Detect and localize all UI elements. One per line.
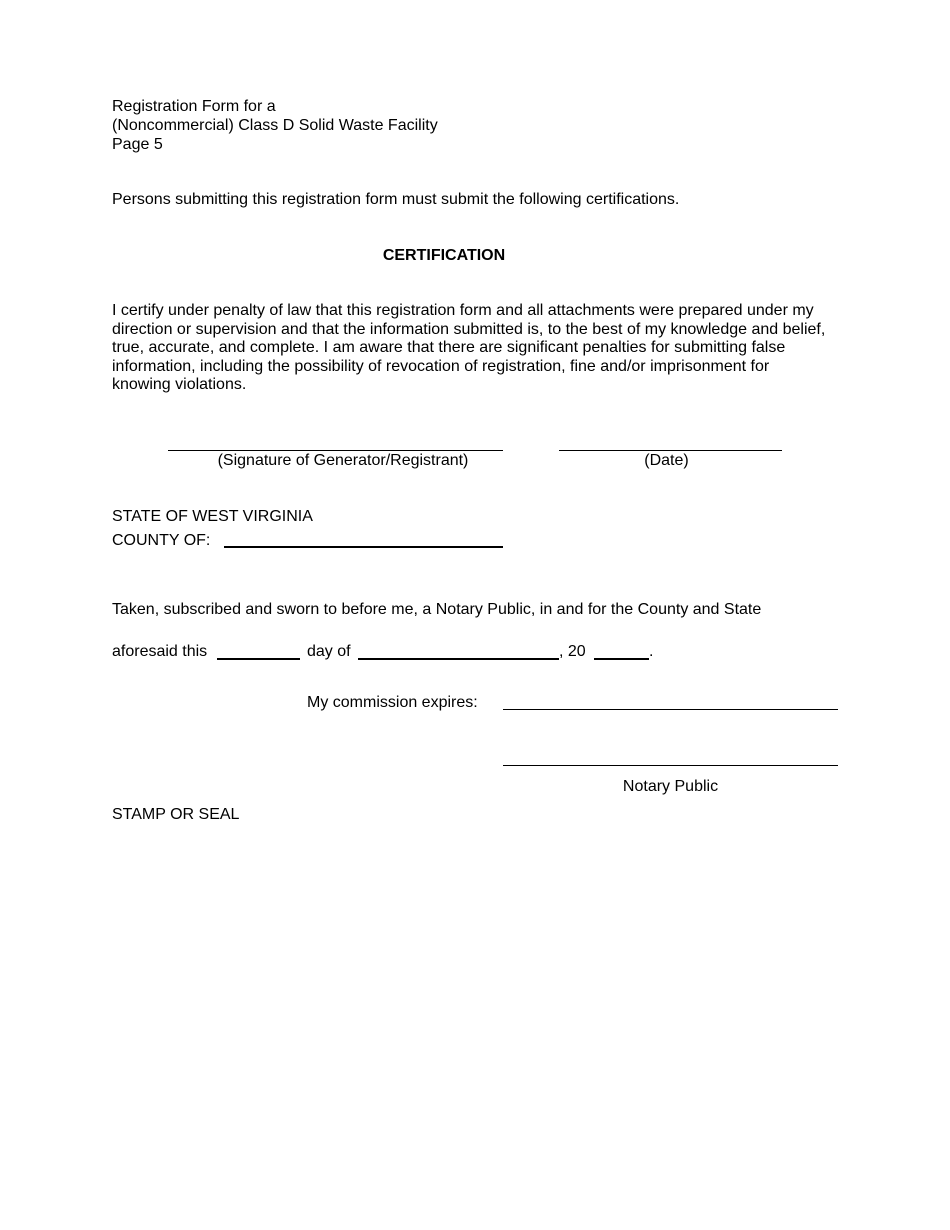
sworn-statement: Taken, subscribed and sworn to before me, a Notary Public, in and for the County and State	[112, 601, 762, 618]
year-field-line[interactable]	[594, 658, 649, 660]
header-page-number: Page 5	[112, 136, 163, 153]
county-label: COUNTY OF:	[112, 532, 211, 549]
certification-paragraph: I certify under penalty of law that this registration form and all attachments were prepared under my direction or supervision and that the information submitted is, to the best of my knowledge and belief, true, accurate, and complete. I am aware that there are significant penalties for submitting false information, including the possibility of revocation of registration, fine and/or imprisonment for knowing violations.	[112, 302, 826, 393]
state-label: STATE OF WEST VIRGINIA	[112, 508, 313, 525]
signature-label: (Signature of Generator/Registrant)	[217, 452, 469, 469]
intro-text: Persons submitting this registration form must submit the following certifications.	[112, 191, 680, 208]
commission-label: My commission expires:	[307, 694, 478, 711]
county-field-line[interactable]	[224, 546, 503, 548]
stamp-or-seal-label: STAMP OR SEAL	[112, 806, 240, 823]
year-prefix-label: , 20	[559, 643, 586, 660]
month-field-line[interactable]	[358, 658, 559, 660]
header-title-line2: (Noncommercial) Class D Solid Waste Facility	[112, 117, 438, 134]
day-field-line[interactable]	[217, 658, 300, 660]
commission-field-line[interactable]	[503, 709, 838, 710]
date-label: (Date)	[644, 452, 689, 469]
header-title-line1: Registration Form for a	[112, 98, 276, 115]
period-mark: .	[649, 643, 654, 660]
day-of-label: day of	[307, 643, 351, 660]
document-header	[112, 97, 438, 154]
notary-signature-line[interactable]	[503, 765, 838, 766]
notary-public-label: Notary Public	[622, 778, 719, 795]
certification-title: CERTIFICATION	[382, 247, 506, 264]
aforesaid-label: aforesaid this	[112, 643, 208, 660]
